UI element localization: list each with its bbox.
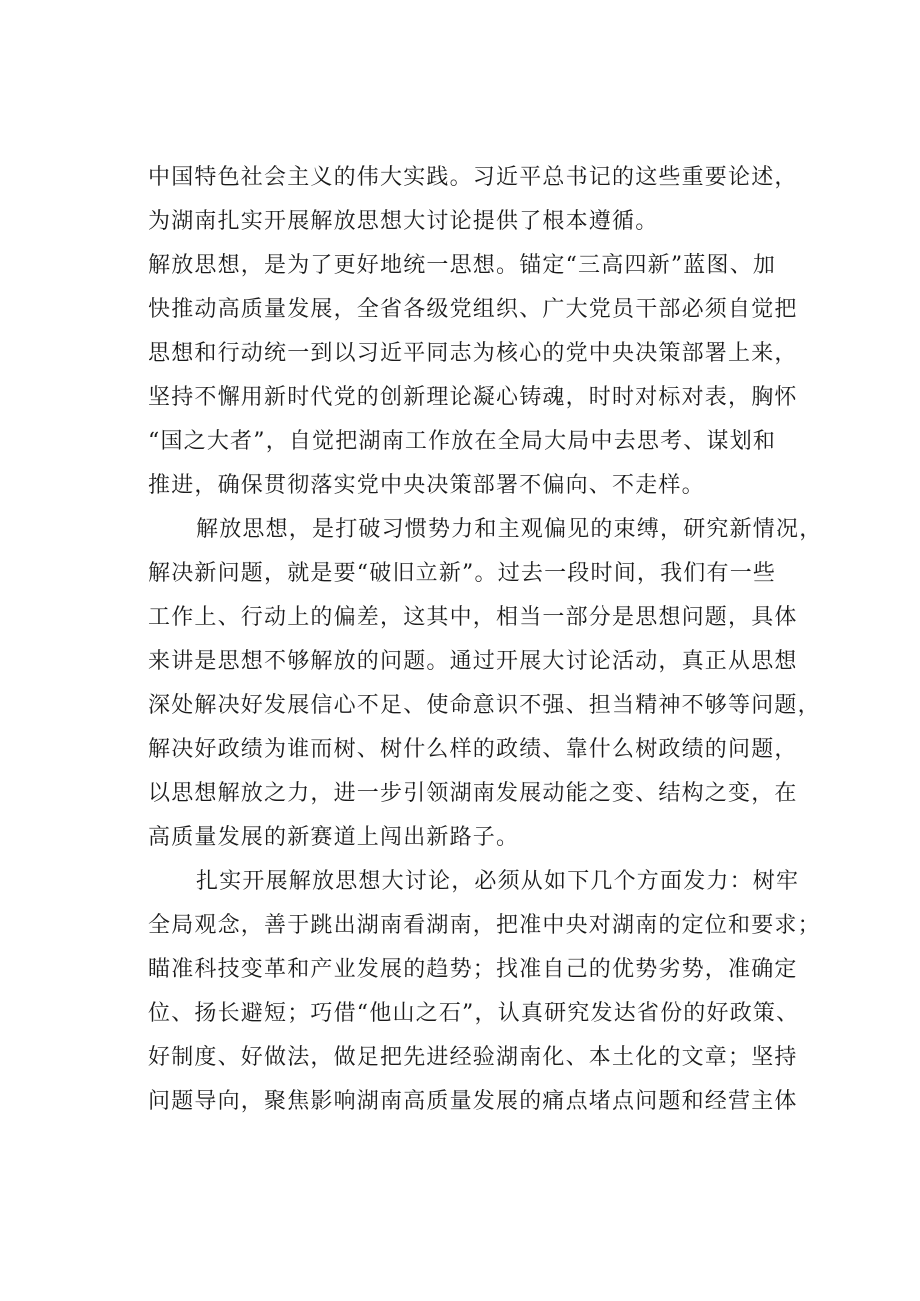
text-line: 深处解决好发展信心不足、使命意识不强、担当精神不够等问题， xyxy=(148,693,821,718)
text-line: 问题导向，聚焦影响湖南高质量发展的痛点堵点问题和经营主体 xyxy=(148,1089,798,1114)
text-line: 为湖南扎实开展解放思想大讨论提供了根本遵循。 xyxy=(148,209,659,234)
text-line: 瞄准科技变革和产业发展的趋势；找准自己的优势劣势，准确定 xyxy=(148,957,798,982)
text-line: 工作上、行动上的偏差，这其中，相当一部分是思想问题，具体 xyxy=(148,605,798,630)
text-line: “国之大者”，自觉把湖南工作放在全局大局中去思考、谋划和 xyxy=(148,429,777,454)
text-line: 坚持不懈用新时代党的创新理论凝心铸魂，时时对标对表，胸怀 xyxy=(148,385,798,410)
text-line: 以思想解放之力，进一步引领湖南发展动能之变、结构之变，在 xyxy=(148,781,798,806)
text-line: 解决好政绩为谁而树、树什么样的政绩、靠什么树政绩的问题， xyxy=(148,737,798,762)
text-line: 解放思想，是为了更好地统一思想。锚定“三高四新”蓝图、加 xyxy=(148,253,777,278)
text-line: 高质量发展的新赛道上闯出新路子。 xyxy=(148,825,520,850)
text-line: 来讲是思想不够解放的问题。通过开展大讨论活动，真正从思想 xyxy=(148,649,798,674)
text-line: 中国特色社会主义的伟大实践。习近平总书记的这些重要论述， xyxy=(148,165,798,190)
text-line: 推进，确保贯彻落实党中央决策部署不偏向、不走样。 xyxy=(148,473,705,498)
text-line: 全局观念，善于跳出湖南看湖南，把准中央对湖南的定位和要求； xyxy=(148,913,821,938)
text-line: 解放思想，是打破习惯势力和主观偏见的束缚，研究新情况， xyxy=(196,517,823,542)
text-line: 扎实开展解放思想大讨论，必须从如下几个方面发力：树牢 xyxy=(196,869,800,894)
text-line: 快推动高质量发展，全省各级党组织、广大党员干部必须自觉把 xyxy=(148,297,798,322)
text-line: 好制度、好做法，做足把先进经验湖南化、本土化的文章；坚持 xyxy=(148,1045,798,1070)
text-line: 思想和行动统一到以习近平同志为核心的党中央决策部署上来， xyxy=(148,341,798,366)
text-line: 位、扬长避短；巧借“他山之石”，认真研究发达省份的好政策、 xyxy=(148,1001,800,1026)
text-line: 解决新问题，就是要“破旧立新”。过去一段时间，我们有一些 xyxy=(148,561,777,586)
